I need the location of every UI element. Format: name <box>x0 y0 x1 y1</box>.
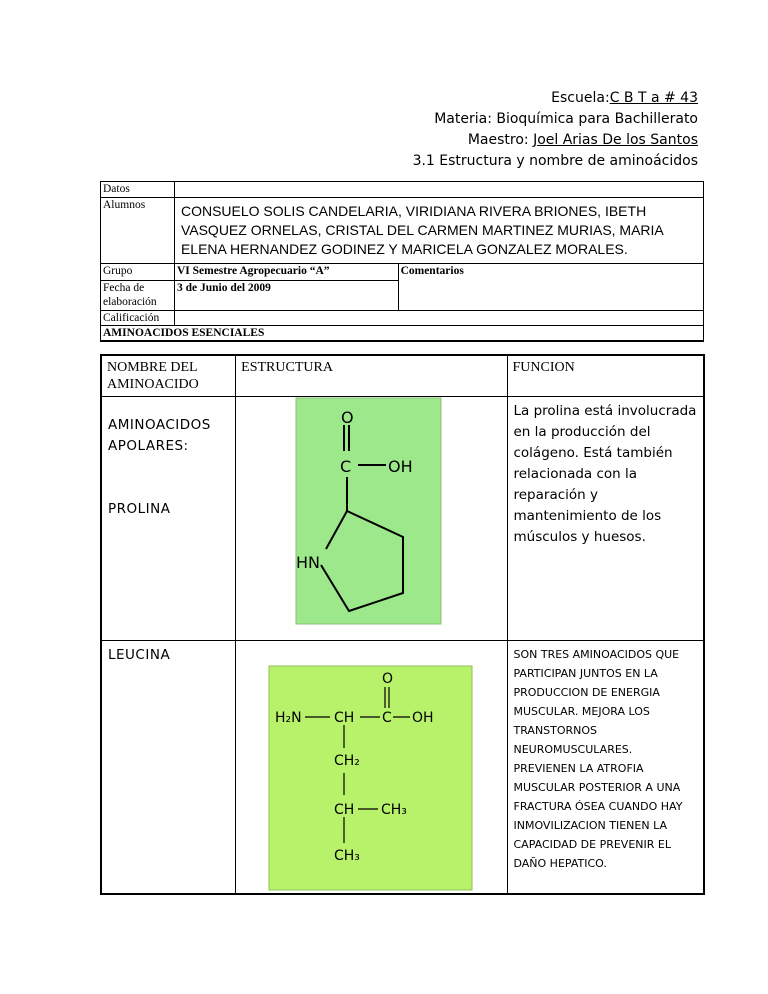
prolina-structure <box>236 397 505 640</box>
student-info-table <box>100 181 704 342</box>
leucina-ch2-label: CH₂ <box>334 753 361 769</box>
prolina-structure-cell <box>236 397 507 641</box>
teacher-line: Maestro: Joel Arias De los Santos <box>467 132 698 148</box>
leucina-name: LEUCINA <box>101 641 236 895</box>
leucina-h2n-label: H₂N <box>275 710 302 726</box>
datos-label: Datos <box>101 182 175 198</box>
calificacion-label: Calificación <box>101 311 175 326</box>
leucina-ch-label: CH <box>334 710 355 726</box>
teacher-name: Joel Arias De los Santos <box>533 132 698 148</box>
prolina-c-label: C <box>340 457 352 476</box>
prolina-name-cell <box>101 397 236 641</box>
fecha-value: 3 de Junio del 2009 <box>174 281 398 311</box>
school-name: C B T a # 43 <box>609 90 698 106</box>
header-nombre: NOMBRE DEL AMINOACIDO <box>101 355 236 397</box>
leucina-structure <box>236 641 505 893</box>
header-funcion: FUNCION <box>507 355 704 397</box>
prolina-o-label: O <box>341 408 354 427</box>
prolina-oh-label: OH <box>388 457 413 476</box>
grupo-label: Grupo <box>101 264 175 281</box>
fecha-label: Fecha de elaboración <box>101 281 175 311</box>
prolina-function: La prolina está involucrada en la producción del colágeno. Está también relacionada con la reparación y mantenimiento de los músculos y huesos. <box>507 397 704 641</box>
header-estructura: ESTRUCTURA <box>236 355 507 397</box>
prolina-name: PROLINA <box>108 501 171 517</box>
aminoacid-table <box>100 354 705 895</box>
alumnos-label: Alumnos <box>101 198 175 264</box>
topic-line: 3.1 Estructura y nombre de aminoácidos <box>412 153 698 169</box>
leucina-oh-label: OH <box>412 710 434 726</box>
leucina-ch3-bottom-label: CH₃ <box>334 848 361 864</box>
leucina-c-label: C <box>382 710 392 726</box>
category-label: AMINOACIDOS APOLARES: <box>108 417 211 454</box>
comentarios-label: Comentarios <box>398 264 703 311</box>
leucina-ch-mid-label: CH <box>334 802 355 818</box>
leucina-ch3-right-label: CH₃ <box>381 802 408 818</box>
leucina-function: SON TRES AMINOACIDOS QUE PARTICIPAN JUNTOS EN LA PRODUCCION DE ENERGIA MUSCULAR. MEJORA LOS TRANSTORNOS NEUROMUSCULARES. PREVIENEN LA ATROFIA MUSCULAR POSTERIOR A UNA FRACTURA ÓSEA CUANDO HAY INMOVILIZACION TIENEN LA CAPACIDAD DE PREVENIR EL DAÑO HEPATICO. <box>507 641 704 895</box>
prolina-hn-label: HN <box>296 553 321 572</box>
alumnos-value: CONSUELO SOLIS CANDELARIA, VIRIDIANA RIVERA BRIONES, IBETH VASQUEZ ORNELAS, CRISTAL DEL CARMEN MARTINEZ MURIAS, MARIA ELENA HERNANDEZ GODINEZ Y MARICELA GONZALEZ MORALES. <box>174 198 703 264</box>
section-title: AMINOACIDOS ESENCIALES <box>101 326 704 342</box>
school-line: Escuela:C B T a # 43 <box>551 90 698 106</box>
leucina-o-label: O <box>382 671 394 687</box>
leucina-structure-cell <box>236 641 507 895</box>
document-header <box>413 88 698 172</box>
subject-line: Materia: Bioquímica para Bachillerato <box>434 111 698 127</box>
grupo-value: VI Semestre Agropecuario “A” <box>174 264 398 281</box>
